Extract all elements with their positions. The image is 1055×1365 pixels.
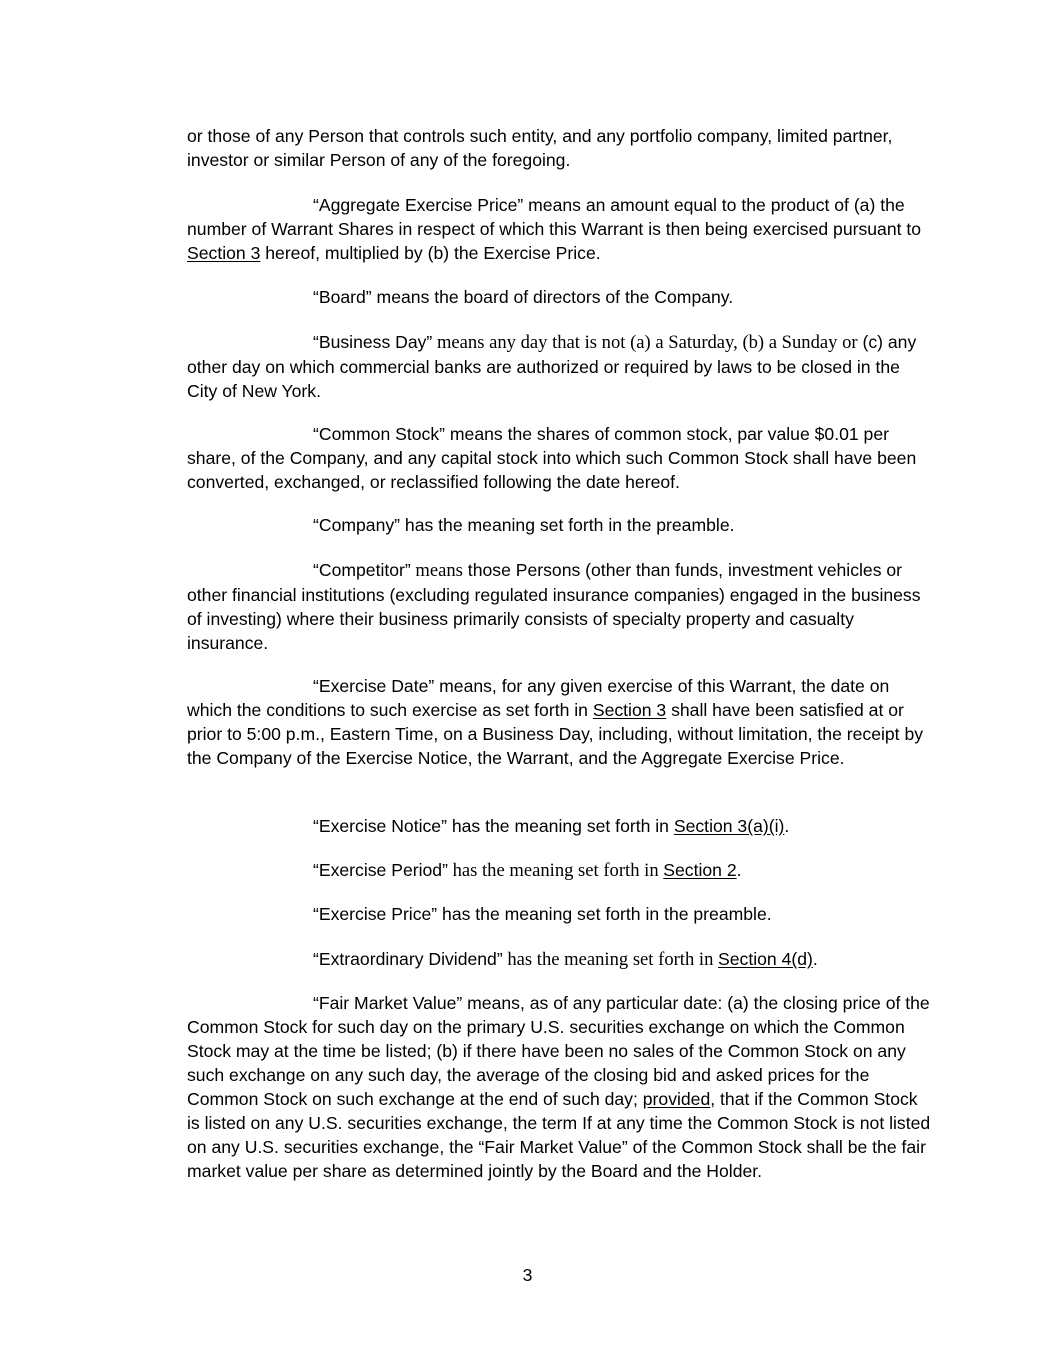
definition-exercise-period: [187, 858, 932, 883]
definition-text: has the meaning set forth in the preamble.: [400, 515, 735, 535]
definition-text: (c) any other day on which commercial banks are authorized or required by laws to be closed in the City of New York.: [187, 332, 917, 401]
period: .: [784, 816, 790, 836]
definition-aggregate-exercise-price: [187, 193, 932, 265]
definition-text-serif: means: [410, 560, 463, 581]
definition-text-end: , that if the Common Stock is listed on any U.S. securities exchange, the term If at any time the Common Stock is not listed on any U.S. securities exchange, the “Fair Market Value” of the Common Stock shall be the fair market value per share as determined jointly by the Board and the Holder.: [187, 1089, 931, 1181]
definition-text: means an amount equal to the product of (a) the number of Warrant Shares in respect of which this Warrant is then being exercised pursuant to: [187, 195, 922, 239]
definition-exercise-date: [187, 674, 932, 770]
intro-text: or those of any Person that controls such entity, and any portfolio company, limited partner, investor or similar Person of any of the foregoing.: [187, 126, 893, 170]
definition-business-day: [187, 330, 932, 403]
definition-text: those Persons (other than funds, investment vehicles or other financial institutions (excluding regulated insurance companies) engaged in the business of investing) where their business primarily consists of specialty property and casualty insurance.: [187, 560, 921, 653]
term: “Company”: [313, 515, 401, 535]
section-link[interactable]: Section 2: [663, 860, 737, 880]
period: .: [736, 860, 742, 880]
definition-text: means the board of directors of the Company.: [371, 287, 734, 307]
definition-exercise-notice: [187, 814, 932, 838]
definition-common-stock: [187, 422, 932, 494]
definition-text-serif: has the meaning set forth in: [502, 949, 719, 970]
definition-text: has the meaning set forth in the preamble.: [437, 904, 772, 924]
term: “Fair Market Value”: [313, 993, 463, 1013]
term: “Exercise Notice”: [313, 816, 447, 836]
page-number: 3: [522, 1265, 533, 1285]
definition-text: has the meaning set forth in: [446, 816, 674, 836]
term: “Business Day”: [313, 332, 433, 352]
section-link[interactable]: Section 3: [592, 700, 667, 720]
definition-text-end: hereof, multiplied by (b) the Exercise Price.: [260, 243, 601, 263]
term: “Exercise Period”: [313, 860, 448, 880]
definition-extraordinary-dividend: [187, 947, 932, 972]
section-link[interactable]: Section 3: [187, 243, 261, 263]
provided-link: provided: [642, 1089, 711, 1109]
definition-text-serif: has the meaning set forth in: [447, 860, 664, 881]
term: “Competitor”: [313, 560, 411, 580]
definition-exercise-price: [187, 902, 932, 926]
definition-text: means, as of any particular date: (a) the closing price of the Common Stock for such day on the primary U.S. securities exchange on which the Common Stock may at the time be listed; (b) if there have been no sales of the Common Stock on any such exchange on any such day, the average of the closing bid and asked prices for the Common Stock on such exchange at the end of such day;: [187, 993, 930, 1109]
period: .: [812, 949, 818, 969]
definition-company: [187, 513, 932, 537]
term: “Extraordinary Dividend”: [313, 949, 503, 969]
term: “Exercise Price”: [313, 904, 438, 924]
definition-competitor: [187, 558, 932, 655]
term: “Exercise Date”: [313, 676, 435, 696]
definition-text: means, for any given exercise of this Warrant, the date on which the conditions to such exercise as set forth in: [187, 676, 890, 720]
term: “Aggregate Exercise Price”: [313, 195, 524, 215]
definition-text-end: shall have been satisfied at or prior to 5:00 p.m., Eastern Time, on a Business Day, including, without limitation, the receipt by the Company of the Exercise Notice, the Warrant, and the Aggregate Exercise Price.: [187, 700, 924, 768]
section-link[interactable]: Section 4(d): [718, 949, 813, 969]
term: “Board”: [313, 287, 372, 307]
definition-text-serif: means any day that is not (a) a Saturday, (b) a Sunday or: [432, 332, 858, 353]
term: “Common Stock”: [313, 424, 445, 444]
section-link[interactable]: Section 3(a)(i): [673, 816, 785, 836]
definition-text: means the shares of common stock, par value $0.01 per share, of the Company, and any capital stock into which such Common Stock shall have been converted, exchanged, or reclassified following the date hereof.: [187, 424, 917, 492]
definition-fair-market-value: [187, 991, 932, 1183]
definition-board: [187, 285, 932, 309]
intro-paragraph: [187, 124, 932, 172]
